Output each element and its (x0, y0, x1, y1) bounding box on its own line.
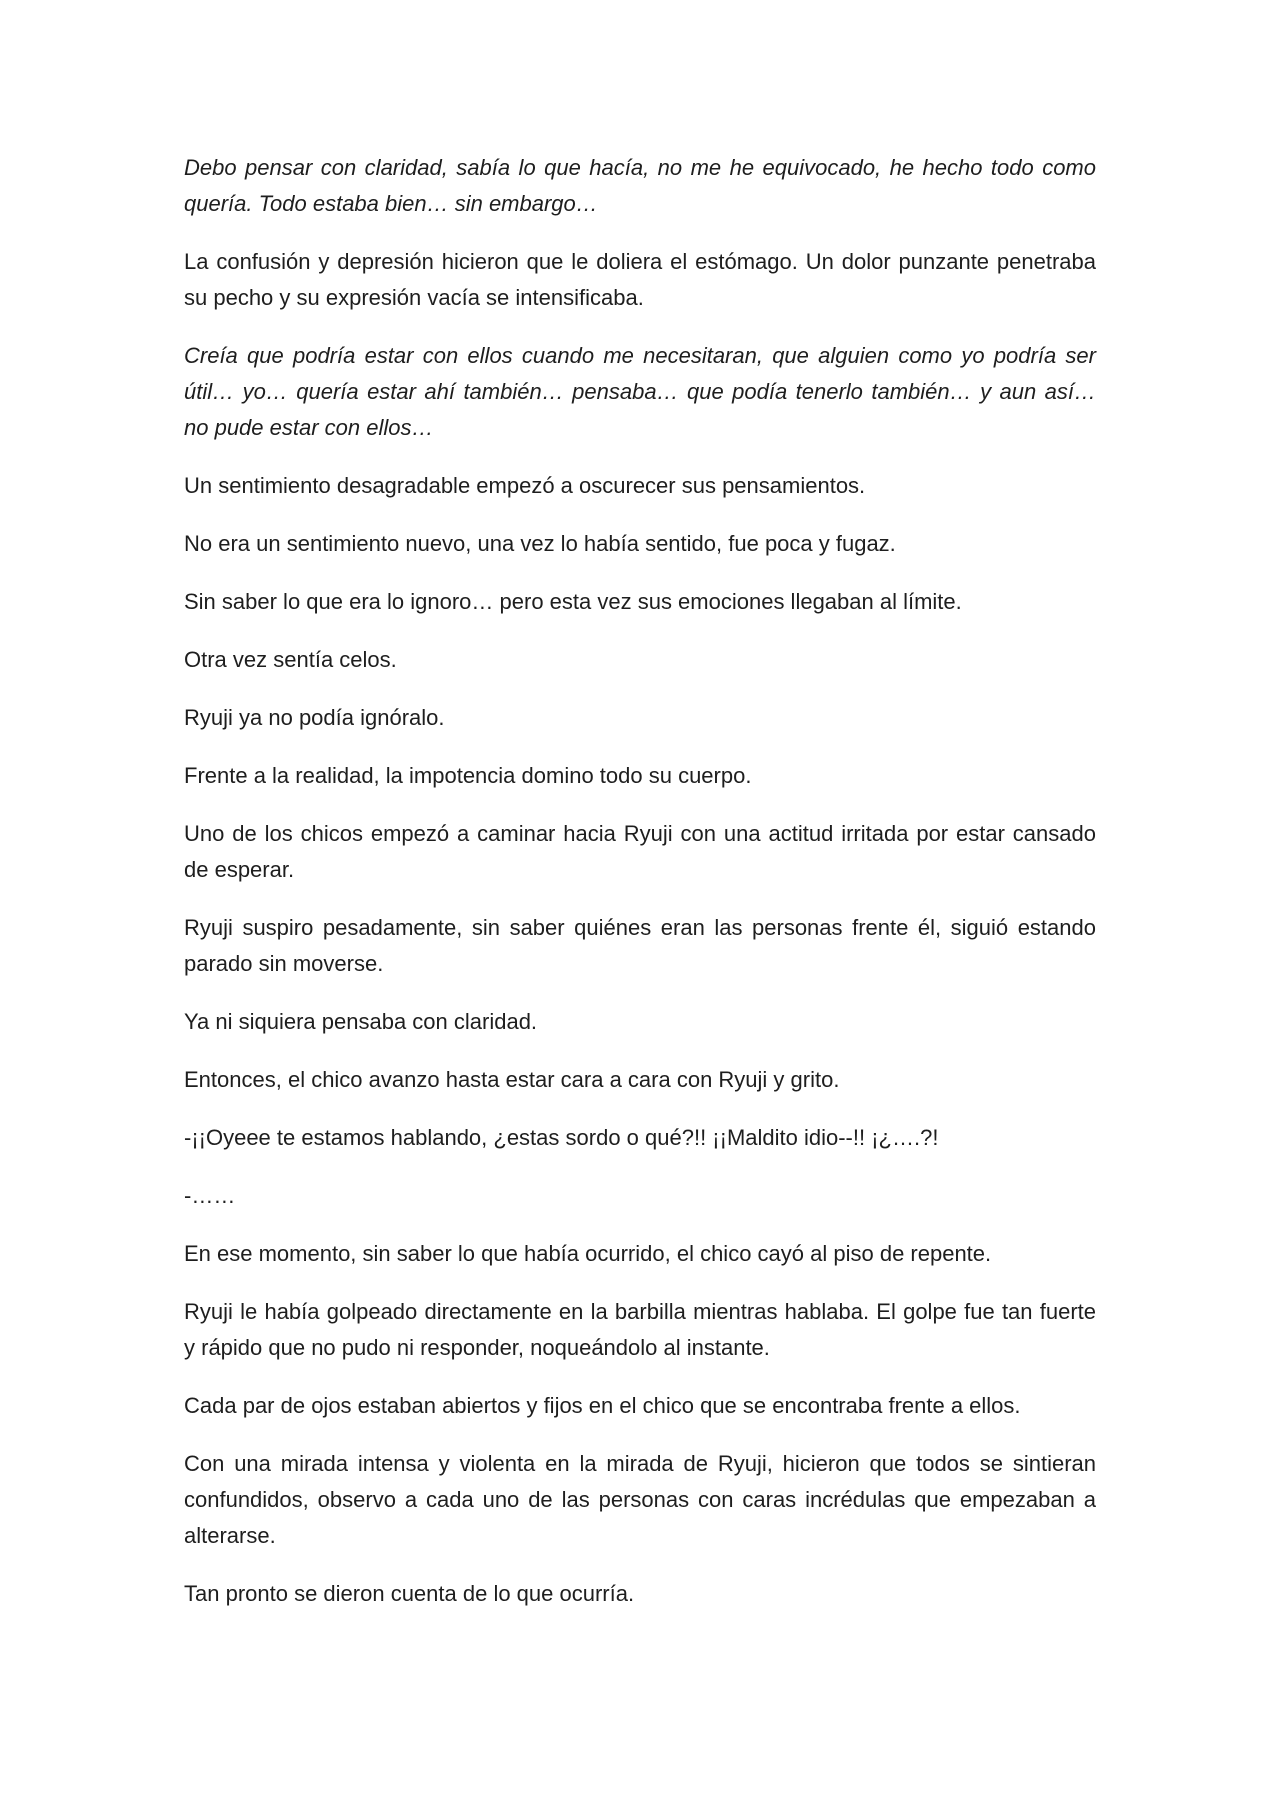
paragraph: Ryuji suspiro pesadamente, sin saber quiénes eran las personas frente él, siguió estando parado sin moverse. (184, 915, 1096, 976)
paragraph: En ese momento, sin saber lo que había ocurrido, el chico cayó al piso de repente. (184, 1241, 992, 1266)
document-page (184, 150, 1096, 1634)
paragraph-inner-thought-2: Creía que podría estar con ellos cuando me necesitaran, que alguien como yo podría ser útil… yo… quería estar ahí también… pensaba… que podía tenerlo también… y aun así… no pude estar con ellos… (184, 343, 1096, 440)
paragraph: Uno de los chicos empezó a caminar hacia Ryuji con una actitud irritada por estar cansado de esperar. (184, 821, 1096, 882)
paragraph: No era un sentimiento nuevo, una vez lo había sentido, fue poca y fugaz. (184, 531, 896, 556)
paragraph: Cada par de ojos estaban abiertos y fijos en el chico que se encontraba frente a ellos. (184, 1393, 1021, 1418)
paragraph: Tan pronto se dieron cuenta de lo que ocurría. (184, 1581, 635, 1606)
paragraph: Sin saber lo que era lo ignoro… pero esta vez sus emociones llegaban al límite. (184, 589, 962, 614)
paragraph: Entonces, el chico avanzo hasta estar cara a cara con Ryuji y grito. (184, 1067, 840, 1092)
paragraph: Otra vez sentía celos. (184, 647, 397, 672)
paragraph: Ya ni siquiera pensaba con claridad. (184, 1009, 538, 1034)
paragraph: Frente a la realidad, la impotencia domino todo su cuerpo. (184, 763, 752, 788)
paragraph: Con una mirada intensa y violenta en la mirada de Ryuji, hicieron que todos se sintieran confundidos, observo a cada uno de las personas con caras incrédulas que empezaban a alterarse. (184, 1451, 1096, 1548)
dialogue-line: -…… (184, 1183, 236, 1208)
paragraph: Un sentimiento desagradable empezó a oscurecer sus pensamientos. (184, 473, 866, 498)
paragraph: Ryuji le había golpeado directamente en la barbilla mientras hablaba. El golpe fue tan fuerte y rápido que no pudo ni responder, noqueándolo al instante. (184, 1299, 1096, 1360)
paragraph: Ryuji ya no podía ignóralo. (184, 705, 445, 730)
dialogue-line: -¡¡Oyeee te estamos hablando, ¿estas sordo o qué?!! ¡¡Maldito idio--!! ¡¿….?! (184, 1125, 939, 1150)
paragraph-inner-thought-1: Debo pensar con claridad, sabía lo que hacía, no me he equivocado, he hecho todo como quería. Todo estaba bien… sin embargo… (184, 155, 1096, 216)
paragraph: La confusión y depresión hicieron que le doliera el estómago. Un dolor punzante penetraba su pecho y su expresión vacía se intensificaba. (184, 249, 1096, 310)
